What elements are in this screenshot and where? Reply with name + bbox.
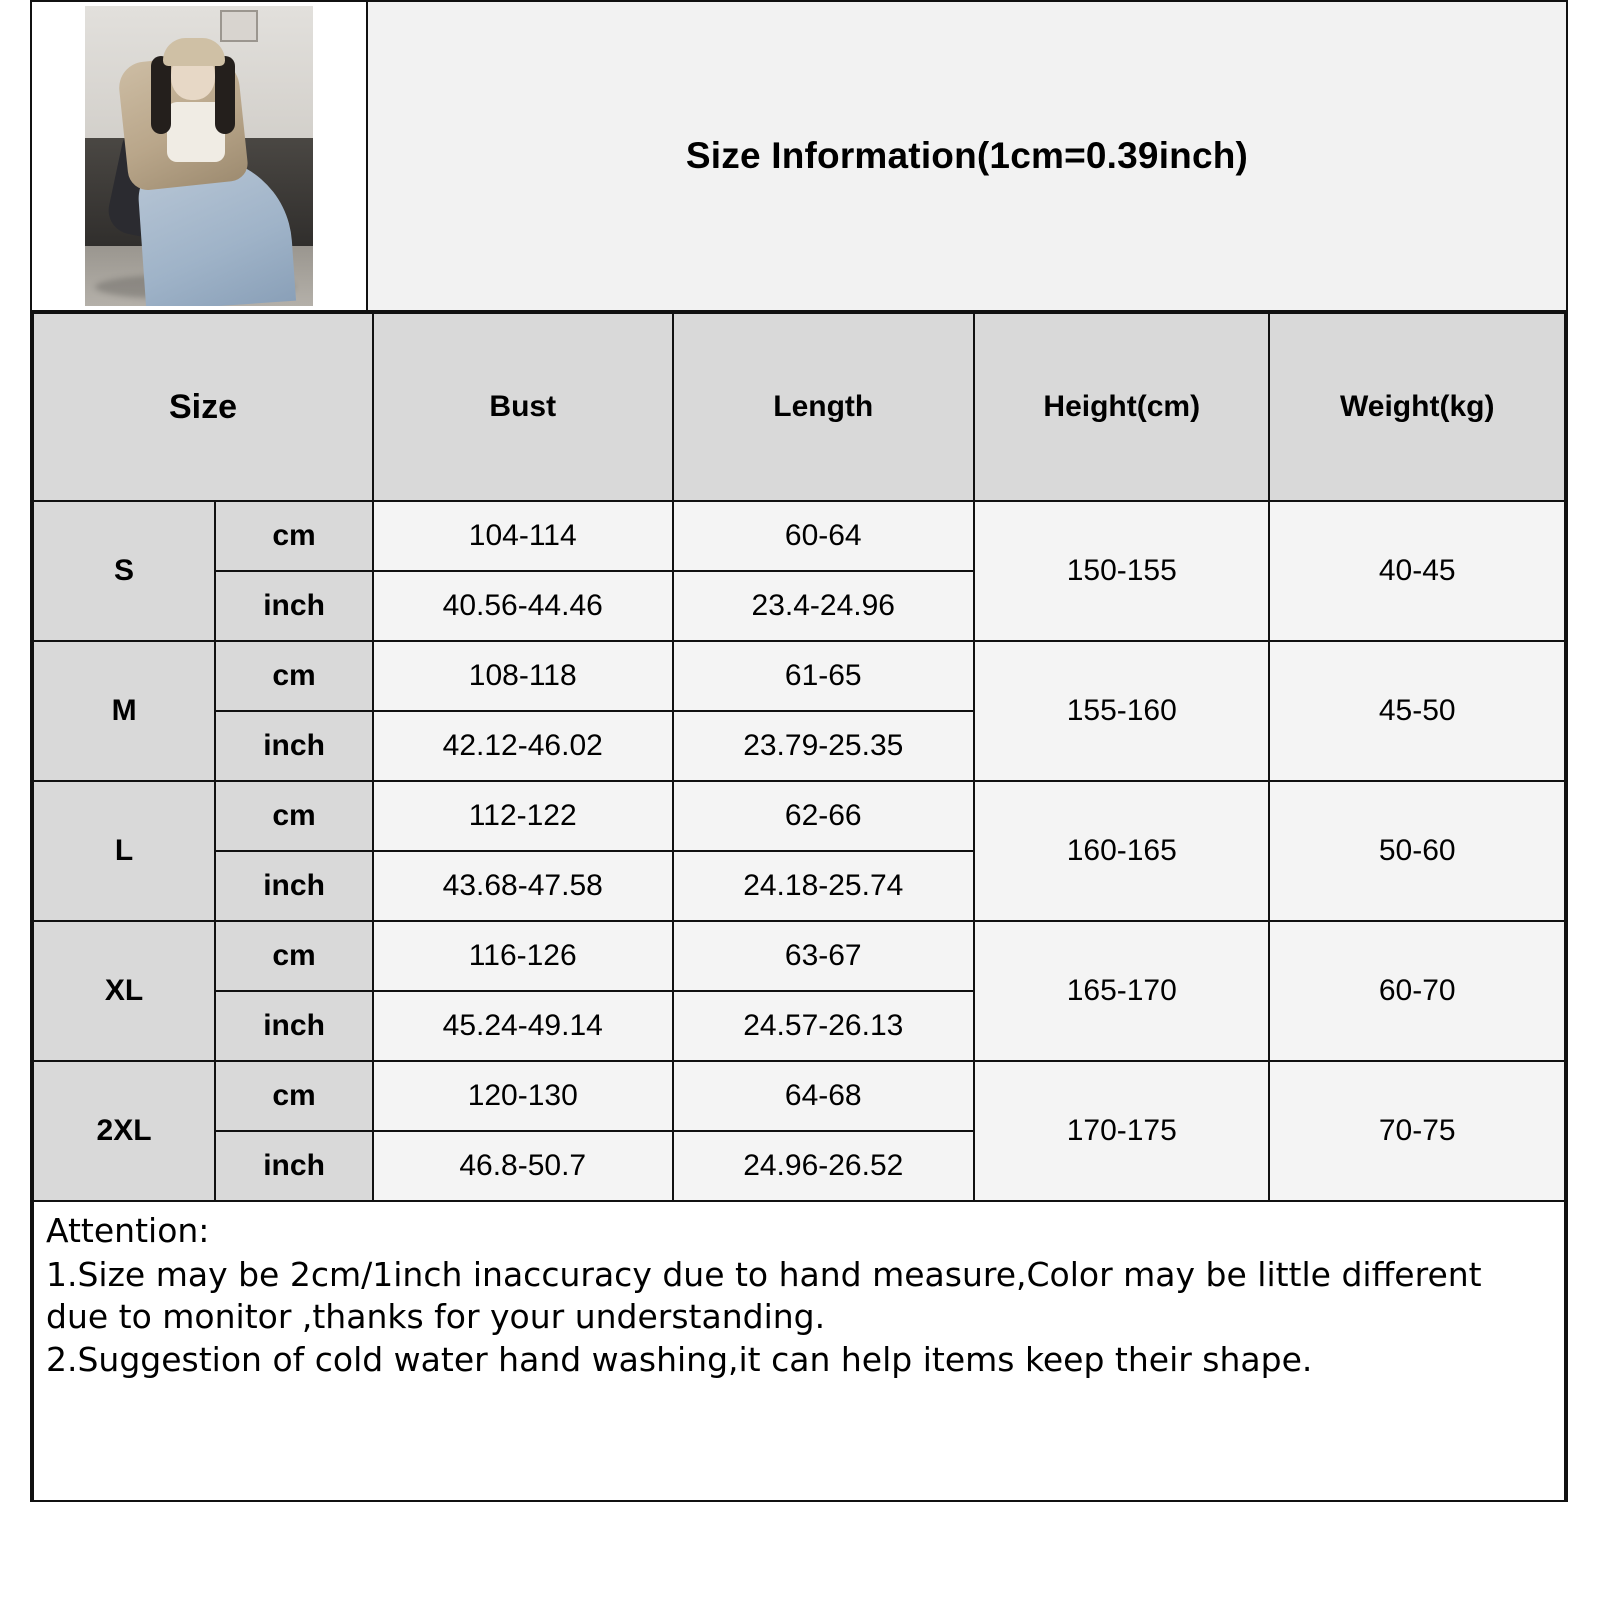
row-length-inch: 23.4-24.96 (673, 571, 975, 641)
row-weight: 60-70 (1269, 921, 1565, 1061)
row-length-cm: 62-66 (673, 781, 975, 851)
product-photo-cell (32, 2, 368, 310)
row-bust-cm: 120-130 (373, 1061, 673, 1131)
row-unit-cm: cm (215, 641, 373, 711)
row-bust-cm: 116-126 (373, 921, 673, 991)
row-length-cm: 63-67 (673, 921, 975, 991)
row-unit-cm: cm (215, 501, 373, 571)
attention-line-2: 2.Suggestion of cold water hand washing,it can help items keep their shape. (46, 1339, 1313, 1379)
row-bust-inch: 42.12-46.02 (373, 711, 673, 781)
header-band (32, 2, 1566, 312)
row-unit-cm: cm (215, 1061, 373, 1131)
attention-block (32, 1202, 1566, 1502)
row-height: 150-155 (974, 501, 1269, 641)
row-height: 155-160 (974, 641, 1269, 781)
size-table-head (33, 313, 1565, 501)
row-weight: 40-45 (1269, 501, 1565, 641)
page-title: Size Information(1cm=0.39inch) (685, 135, 1249, 176)
row-unit-inch: inch (215, 571, 373, 641)
row-unit-inch: inch (215, 991, 373, 1061)
table-row (33, 1061, 1565, 1131)
row-unit-inch: inch (215, 1131, 373, 1201)
table-row (33, 501, 1565, 571)
row-length-inch: 24.96-26.52 (673, 1131, 975, 1201)
row-size-label: M (33, 641, 215, 781)
row-unit-inch: inch (215, 851, 373, 921)
header-length: Length (673, 313, 975, 501)
row-weight: 50-60 (1269, 781, 1565, 921)
header-weight: Weight(kg) (1269, 313, 1565, 501)
photo-model-cap (163, 38, 225, 66)
row-size-label: 2XL (33, 1061, 215, 1201)
model-photo (85, 6, 313, 306)
table-header-row (33, 313, 1565, 501)
title-cell (368, 2, 1566, 310)
row-length-cm: 61-65 (673, 641, 975, 711)
row-height: 165-170 (974, 921, 1269, 1061)
row-size-label: S (33, 501, 215, 641)
row-length-inch: 23.79-25.35 (673, 711, 975, 781)
row-size-label: L (33, 781, 215, 921)
header-height: Height(cm) (974, 313, 1269, 501)
table-row (33, 921, 1565, 991)
row-bust-cm: 108-118 (373, 641, 673, 711)
table-row (33, 781, 1565, 851)
attention-heading: Attention: (46, 1211, 210, 1250)
row-bust-cm: 112-122 (373, 781, 673, 851)
row-length-inch: 24.18-25.74 (673, 851, 975, 921)
row-unit-inch: inch (215, 711, 373, 781)
row-size-label: XL (33, 921, 215, 1061)
row-weight: 70-75 (1269, 1061, 1565, 1201)
row-bust-cm: 104-114 (373, 501, 673, 571)
header-size: Size (33, 313, 373, 501)
row-unit-cm: cm (215, 781, 373, 851)
row-bust-inch: 40.56-44.46 (373, 571, 673, 641)
size-table (32, 312, 1566, 1202)
photo-model-hair-left (151, 56, 171, 134)
row-length-inch: 24.57-26.13 (673, 991, 975, 1061)
row-height: 170-175 (974, 1061, 1269, 1201)
row-bust-inch: 45.24-49.14 (373, 991, 673, 1061)
row-weight: 45-50 (1269, 641, 1565, 781)
row-height: 160-165 (974, 781, 1269, 921)
header-bust: Bust (373, 313, 673, 501)
size-table-body (33, 501, 1565, 1201)
table-row (33, 641, 1565, 711)
row-unit-cm: cm (215, 921, 373, 991)
photo-model-hair-right (215, 56, 235, 134)
row-bust-inch: 43.68-47.58 (373, 851, 673, 921)
attention-line-1: 1.Size may be 2cm/1inch inaccuracy due to hand measure,Color may be little different due to monitor ,thanks for your understanding. (46, 1255, 1482, 1337)
photo-wall-frame (220, 10, 258, 42)
row-length-cm: 64-68 (673, 1061, 975, 1131)
row-length-cm: 60-64 (673, 501, 975, 571)
size-chart-sheet (30, 0, 1568, 1502)
row-bust-inch: 46.8-50.7 (373, 1131, 673, 1201)
